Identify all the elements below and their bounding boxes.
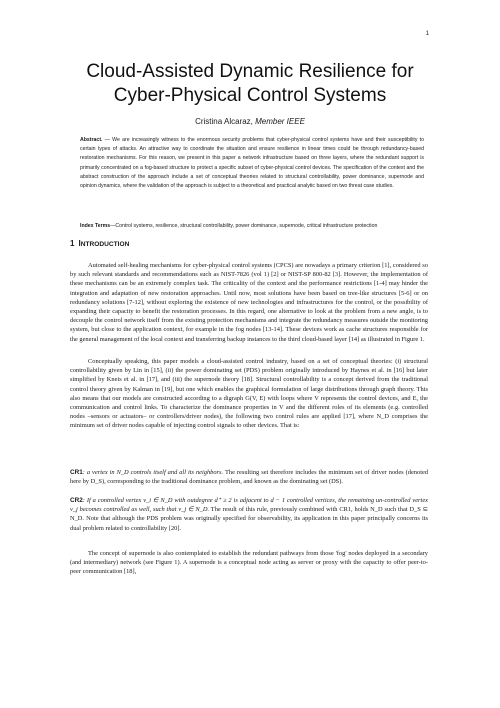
title-line-2: Cyber-Physical Control Systems bbox=[113, 85, 387, 106]
section-title-first: I bbox=[78, 239, 81, 248]
control-rule-2 bbox=[70, 496, 428, 533]
cr1-italic: : a vertex in N_D controls itself and all its neighbors. bbox=[82, 469, 224, 476]
paragraph-5-text: The concept of supernode is also contemplated to establish the redundant pathways from those 'fog' nodes deployed in a secondary (and intermediary) network (see Figure 1). A supernode is a conceptual node acting as server or proxy with the capacity to offer peer-to-peer communication [18], bbox=[70, 550, 428, 576]
abstract bbox=[80, 136, 424, 191]
author-role: Member IEEE bbox=[255, 117, 305, 126]
cr2-text: The result of this rule, previously combined with CR1, holds N_D such that D_S ⊆ N_D. Note that although the PDS problem was originally specified for observability, its application in this paper principally concerns its dual problem related to controllability [20]. bbox=[70, 506, 428, 532]
page-number: 1 bbox=[425, 31, 429, 37]
index-terms bbox=[80, 222, 424, 231]
paragraph-1-text: Automated self-healing mechanisms for cyber-physical control systems (CPCS) are nowadays a primary criterion [1], considered so by such relevant standards and recommendations such as NIST-7826 (vol 1) [2] or NIST-SP 800-82 [3]. However, the implementation of these mechanisms can be an extremely complex task. The criticality of the context and the performance restrictions [1-4] may hinder the integration and adaptation of new restoration approaches. Until now, most solutions have been based on tree-like structures [5-6] or on redundancy solutions [7-12], without exploring the existence of new technologies and infrastructures for the control, or the possibility of expanding their capacity to benefit the restoration processes. In this regard, one alternative to look at the problem from a new angle, is to decouple the control network itself from the existing protection mechanisms and integrate the redundancy measures outside the monitoring system, but close to the application context, for example in the fog nodes [13-14]. These devices work as cache structures responsible for the general management of the local context and transferring backup instances to the third cloud-based layer [14] as illustrated in Figure 1. bbox=[70, 262, 428, 343]
cr2-label: CR2 bbox=[70, 497, 83, 504]
author-name: Cristina Alcaraz, bbox=[195, 117, 256, 126]
paragraph-1 bbox=[70, 261, 428, 344]
index-terms-label: Index Terms bbox=[80, 223, 111, 229]
section-title-rest: NTRODUCTION bbox=[80, 241, 130, 248]
title-line-1: Cloud-Assisted Dynamic Resilience for bbox=[86, 61, 414, 82]
section-heading bbox=[70, 239, 129, 248]
cr2-italic: : If a controlled vertex v_i ∈ N_D with outdegree d⁺ ≥ 2 is adjacent to d − 1 controlled vertices, the remaining un-controlled vertex v_j becomes controlled as well, such that v_j ∈ N_D. bbox=[70, 497, 428, 514]
cr1-label: CR1 bbox=[70, 469, 83, 476]
cr1-text: The resulting set therefore includes the minimum set of driver nodes (denoted here by D_S), corresponding to the traditional dominance problem, and known as the dominating set (DS). bbox=[70, 469, 428, 486]
author-line bbox=[40, 117, 460, 126]
paragraph-2-text: Conceptually speaking, this paper models a cloud-assisted control industry, based on a set of conceptual theories: (i) structural controllability given by Lin in [15], (ii) the power dominating set (PDS) problem originally introduced by Haynes et al. in [16] but later simplified by Kneis et al. in [17], and (iii) the supernode theory [18]. Structural controllability is a concept derived from the traditional control theory given by Kalman in [19], but one which enables the graphical formulation of large distributions through graph theory. This also means that our models are constructed according to a digraph G(V, E) with loops where V represents the control devices, and E, the communication and control links. To characterize the dominance properties in V and the different roles of its elements (e.g. controlled nodes –sensors or actuators– or controllers/driver nodes), the following two control rules are applied [17], where N_D comprises the minimum set of driver nodes capable of injecting control signals to other devices. That is: bbox=[70, 358, 428, 430]
section-number: 1 bbox=[70, 239, 75, 248]
abstract-label: Abstract. bbox=[80, 137, 103, 143]
paper-title bbox=[40, 60, 460, 108]
paragraph-5 bbox=[70, 549, 428, 577]
abstract-text: — We are increasingly witness to the enormous security problems that cyber-physical control systems have and their susceptibility to certain types of attacks. An attractive way to coordinate the situation and ensure resilience in linear times could be through redundancy-based restoration mechanisms. For this reason, we present in this paper a network infrastructure based on three layers, where the redundant support is primarily concentrated on a fog-based structure to protect a specific subset of cyber-physical control devices. The specification of the context and the abstract construction of the approach include a set of conceptual theories related to structural controllability, power dominance, supernode and opinion dynamics, where the validation of the approach is subject to a theoretical and practical analytic based on two threat case studies. bbox=[80, 137, 424, 190]
paragraph-2 bbox=[70, 357, 428, 431]
index-terms-text: —Control systems, resilience, structural controllability, power dominance, supernode, critical infrastructure protection bbox=[110, 223, 378, 229]
control-rule-1 bbox=[70, 468, 428, 486]
